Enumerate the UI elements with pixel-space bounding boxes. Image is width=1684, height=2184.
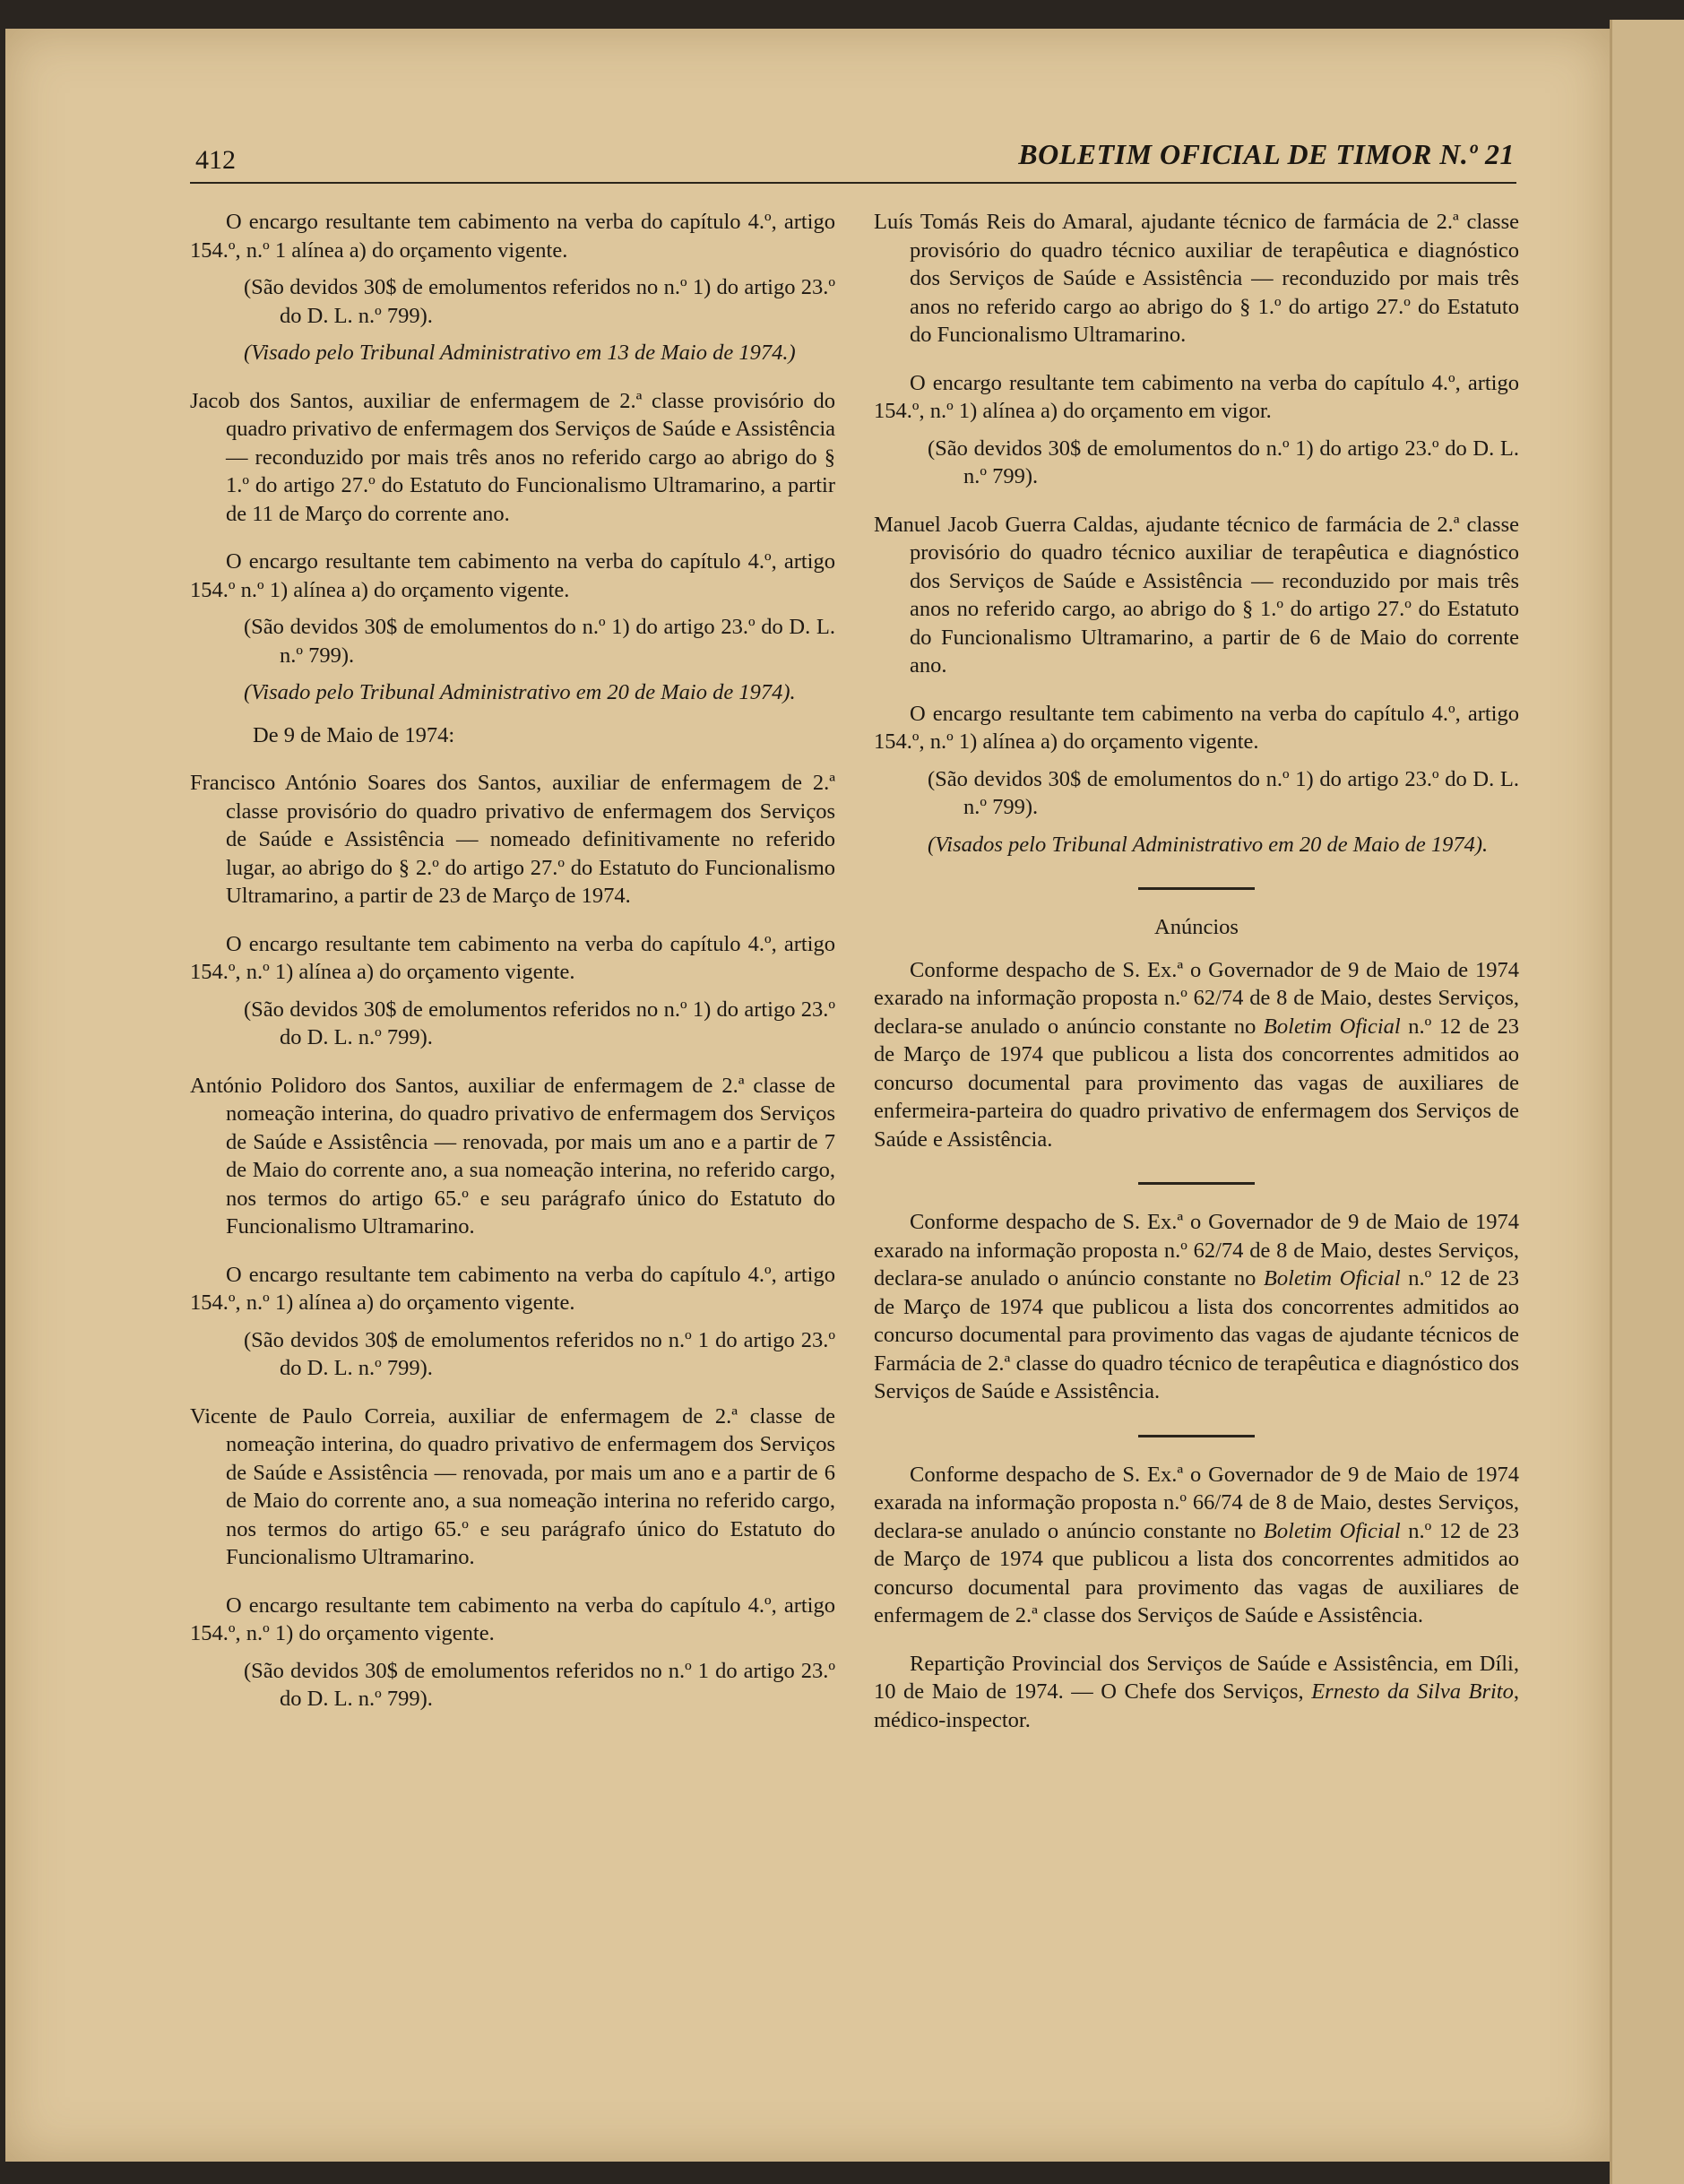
announcement-text: Conforme despacho de S. Ex.ª o Governador de 9 de Maio de 1974 exarado na informação proposta n.º 62/74 de 8 de Maio, destes Serviços, declara-se anulado o anúncio constante no	[874, 1210, 1519, 1291]
paragraph: O encargo resultante tem cabimento na verba do capítulo 4.º, artigo 154.º, n.º 1) alínea a) do orçamento em vigor.	[874, 370, 1519, 423]
paragraph: Vicente de Paulo Correia, auxiliar de enfermagem de 2.ª classe de nomeação interina, do quadro privativo de enfermagem dos Serviços de Saúde e Assistência — renovada, por mais um ano e a partir de 6 de Maio do corrente ano, a sua nomeação interina no referido cargo, nos termos do artigo 65.º e seu parágrafo único do Estatuto do Funcionalismo Ultramarino.	[190, 1403, 835, 1569]
announcement-paragraph	[874, 1461, 1519, 1630]
running-title: BOLETIM OFICIAL DE TIMOR N.º 21	[1018, 138, 1515, 170]
paragraph: (São devidos 30$ de emolumentos referidos no n.º 1) do artigo 23.º do D. L. n.º 799).	[244, 275, 835, 328]
announcement-text: Conforme despacho de S. Ex.ª o Governador de 9 de Maio de 1974 exarado na informação proposta n.º 62/74 de 8 de Maio, destes Serviços, declara-se anulado o anúncio constante no	[874, 957, 1519, 1039]
paragraph: O encargo resultante tem cabimento na verba do capítulo 4.º, artigo 154.º, n.º 1) do orçamento vigente.	[190, 1593, 835, 1645]
paragraph: (São devidos 30$ de emolumentos do n.º 1) do artigo 23.º do D. L. n.º 799).	[928, 766, 1519, 819]
announcement-paragraph	[874, 956, 1519, 1154]
announcement-text: n.º 12 de 23 de Março de 1974 que publicou a lista dos concorrentes admitidos ao concurso documental para provimento das vagas de auxiliares de enfermagem de 2.ª classe dos Serviços de Saúde e Assistência.	[874, 1518, 1519, 1627]
paragraph: (São devidos 30$ de emolumentos referidos no n.º 1 do artigo 23.º do D. L. n.º 799).	[244, 1658, 835, 1711]
right-column-entries	[874, 208, 1519, 859]
section-rule	[1138, 887, 1255, 890]
paragraph: António Polidoro dos Santos, auxiliar de enfermagem de 2.ª classe de nomeação interina, do quadro privativo de enfermagem dos Serviços de Saúde e Assistência — renovada, por mais um ano e a partir de 7 de Maio do corrente ano, a sua nomeação interina, no referido cargo, nos termos do artigo 65.º e seu parágrafo único do Estatuto do Funcionalismo Ultramarino.	[190, 1073, 835, 1239]
announcement-text: Conforme despacho de S. Ex.ª o Governador de 9 de Maio de 1974 exarada na informação proposta n.º 66/74 de 8 de Maio, destes Serviços, declara-se anulado o anúncio constante no	[874, 1462, 1519, 1543]
right-column	[874, 208, 1519, 1743]
paragraph: (São devidos 30$ de emolumentos do n.º 1) do artigo 23.º do D. L. n.º 799).	[928, 436, 1519, 488]
signature-name: Ernesto da Silva Brito	[1311, 1679, 1514, 1704]
announcement-text: n.º 12 de 23 de Março de 1974 que publicou a lista dos concorrentes admitidos ao concurso documental para provimento das vagas de auxiliares de enfermeira-parteira do quadro privativo de enfermagem dos Serviços de Saúde e Assistência.	[874, 1014, 1519, 1152]
paragraph: De 9 de Maio de 1974:	[253, 722, 455, 747]
signature-before: Repartição Provincial dos Serviços de Saúde e Assistência, em Díli, 10 de Maio de 1974. — O Chefe dos Serviços,	[874, 1651, 1519, 1704]
left-column	[190, 208, 835, 1722]
signature-paragraph	[874, 1650, 1519, 1735]
next-page-edge	[1610, 20, 1684, 2184]
paragraph: (São devidos 30$ de emolumentos referidos no n.º 1) do artigo 23.º do D. L. n.º 799).	[244, 997, 835, 1049]
announcements-list	[874, 956, 1519, 1630]
announcement-text: n.º 12 de 23 de Março de 1974 que publicou a lista dos concorrentes admitidos ao concurso documental para provimento das vagas de ajudante técnicos de Farmácia de 2.ª classe do quadro técnico de terapêutica e diagnóstico dos Serviços de Saúde e Assistência.	[874, 1266, 1519, 1403]
announcement-divider	[1138, 1435, 1255, 1437]
header-rule	[190, 182, 1516, 184]
paragraph: O encargo resultante tem cabimento na verba do capítulo 4.º, artigo 154.º n.º 1) alínea a) do orçamento vigente.	[190, 549, 835, 602]
publication-title: Boletim Oficial	[1263, 1266, 1401, 1291]
announcements-heading: Anúncios	[1154, 915, 1239, 939]
paragraph: O encargo resultante tem cabimento na verba do capítulo 4.º, artigo 154.º, n.º 1 alínea a) do orçamento vigente.	[190, 210, 835, 263]
paragraph: Jacob dos Santos, auxiliar de enfermagem de 2.ª classe provisório do quadro privativo de enfermagem dos Serviços de Saúde e Assistência — reconduzido por mais três anos no referido cargo ao abrigo do § 1.º do artigo 27.º do Estatuto do Funcionalismo Ultramarino, a partir de 11 de Março do corrente ano.	[190, 388, 835, 526]
page-number: 412	[195, 145, 236, 175]
page-header	[188, 134, 1515, 179]
paragraph: O encargo resultante tem cabimento na verba do capítulo 4.º, artigo 154.º, n.º 1) alínea a) do orçamento vigente.	[190, 1262, 835, 1315]
paragraph: (Visados pelo Tribunal Administrativo em 20 de Maio de 1974).	[928, 832, 1489, 857]
paragraph: Luís Tomás Reis do Amaral, ajudante técnico de farmácia de 2.ª classe provisório do quadro técnico auxiliar de terapêutica e diagnóstico dos Serviços de Saúde e Assistência — reconduzido por mais três anos no referido cargo ao abrigo do § 1.º do artigo 27.º do Estatuto do Funcionalismo Ultramarino.	[874, 210, 1519, 347]
paragraph: Francisco António Soares dos Santos, auxiliar de enfermagem de 2.ª classe provisório do quadro privativo de enfermagem dos Serviços de Saúde e Assistência — nomeado definitivamente no referido lugar, ao abrigo do § 2.º do artigo 27.º do Estatuto do Funcionalismo Ultramarino, a partir de 23 de Março de 1974.	[190, 771, 835, 908]
announcement-paragraph	[874, 1208, 1519, 1406]
paragraph: (São devidos 30$ de emolumentos do n.º 1) do artigo 23.º do D. L. n.º 799).	[244, 615, 835, 668]
paragraph: (Visado pelo Tribunal Administrativo em 20 de Maio de 1974).	[244, 680, 796, 704]
paragraph: O encargo resultante tem cabimento na verba do capítulo 4.º, artigo 154.º, n.º 1) alínea a) do orçamento vigente.	[874, 701, 1519, 754]
paragraph: (Visado pelo Tribunal Administrativo em 13 de Maio de 1974.)	[244, 341, 796, 365]
paragraph: (São devidos 30$ de emolumentos referidos no n.º 1 do artigo 23.º do D. L. n.º 799).	[244, 1327, 835, 1380]
publication-title: Boletim Oficial	[1263, 1518, 1401, 1543]
paragraph: Manuel Jacob Guerra Caldas, ajudante técnico de farmácia de 2.ª classe provisório do quadro técnico auxiliar de terapêutica e diagnóstico dos Serviços de Saúde e Assistência — reconduzido por mais três anos no referido cargo, ao abrigo do § 1.º do artigo 27.º do Estatuto do Funcionalismo Ultramarino, a partir de 6 de Maio do corrente ano.	[874, 512, 1519, 678]
signature-after: , médico-inspector.	[874, 1679, 1519, 1732]
publication-title: Boletim Oficial	[1263, 1014, 1401, 1039]
announcement-divider	[1138, 1182, 1255, 1185]
paragraph: O encargo resultante tem cabimento na verba do capítulo 4.º, artigo 154.º, n.º 1) alínea a) do orçamento vigente.	[190, 931, 835, 984]
